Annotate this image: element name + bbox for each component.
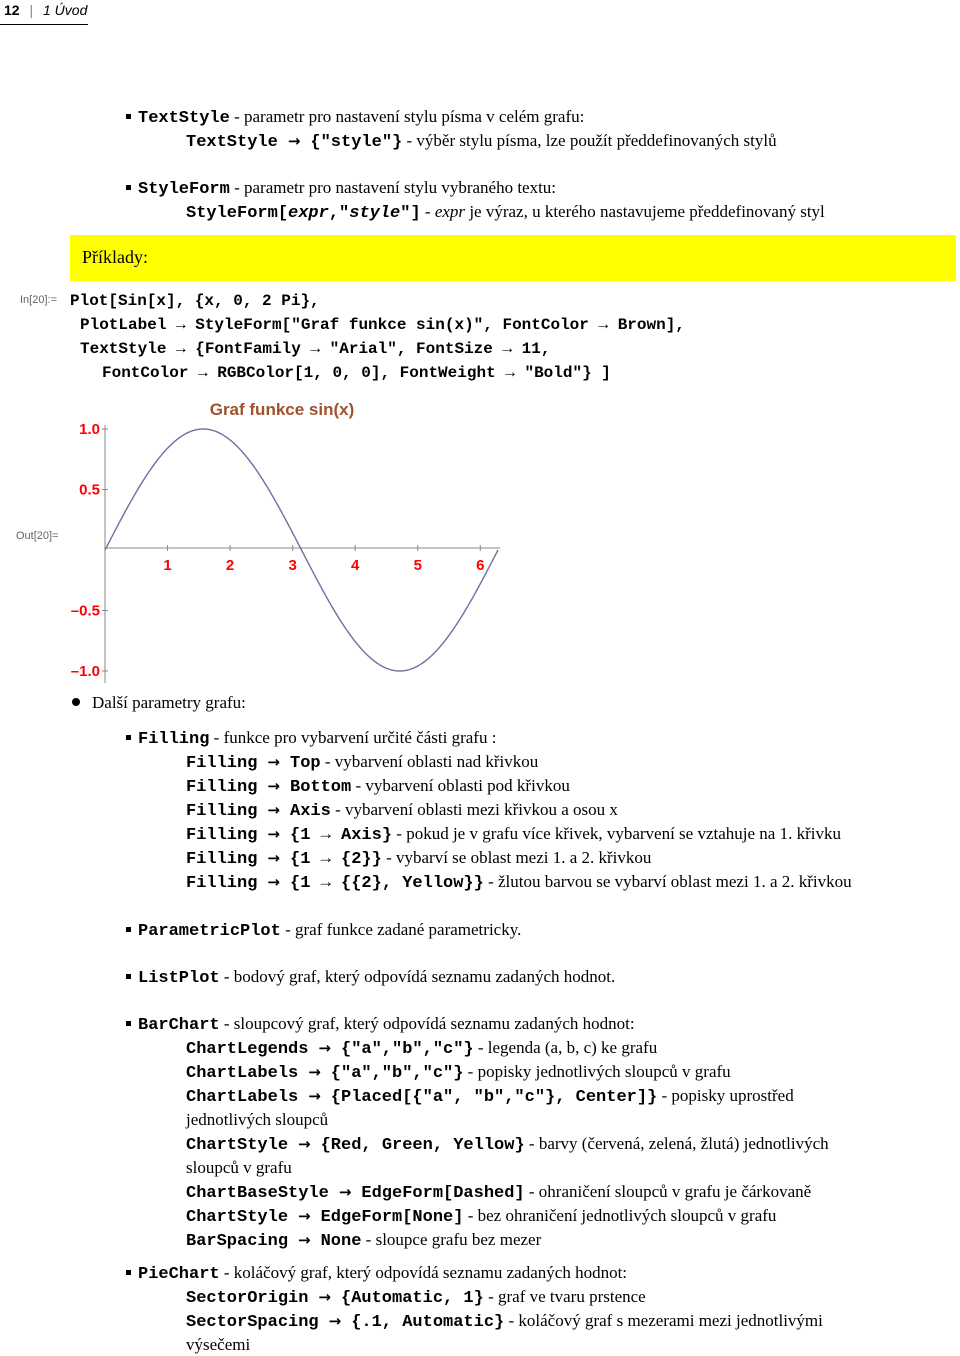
bullet-square <box>126 185 131 190</box>
arrow-icon: → <box>318 1039 331 1057</box>
bullet-square <box>126 974 131 979</box>
x-tick-label: 3 <box>288 557 297 574</box>
param-line <box>186 800 618 821</box>
param-value: EdgeForm[Dashed] <box>361 1184 525 1203</box>
item-styleform: StyleForm - parametr pro nastavení stylu vybraného textu: <box>126 178 556 199</box>
param-desc: - bez ohraničení jednotlivých sloupců v grafu <box>463 1206 777 1225</box>
param-desc: - ohraničení sloupců v grafu je čárkovaně <box>524 1182 812 1201</box>
x-tick-label: 2 <box>225 557 235 574</box>
arrow-icon: → <box>267 753 280 771</box>
param-desc: - vybarvení oblasti nad křivkou <box>320 752 539 771</box>
x-tick-label: 6 <box>476 557 485 574</box>
input-line-3[interactable]: TextStyle → {FontFamily → "Arial", FontSize → 11, <box>80 340 551 358</box>
param-desc: jednotlivých sloupců <box>186 1110 329 1129</box>
sin-chart <box>60 395 500 695</box>
param-desc: - koláčový graf, který odpovídá seznamu zadaných hodnot: <box>219 1263 628 1282</box>
arrow-icon: → <box>298 1135 311 1153</box>
param-desc: - popisky uprostřed <box>657 1086 794 1105</box>
param-code: Filling <box>186 778 258 797</box>
param-desc: - funkce pro vybarvení určité části grafu : <box>209 728 497 747</box>
param-value: {1 → {2}} <box>290 850 382 869</box>
input-line-4[interactable]: FontColor → RGBColor[1, 0, 0], FontWeight → "Bold"} ] <box>102 364 611 382</box>
param-code: ChartStyle <box>186 1208 289 1227</box>
param-line <box>186 1230 541 1251</box>
examples-banner <box>70 235 956 281</box>
page-header: 12 | 1 Úvod <box>4 2 88 18</box>
input-prompt: In[20]:= <box>20 294 58 306</box>
arrow-icon: → <box>328 1312 342 1330</box>
param-code: Filling <box>186 754 258 773</box>
item-textstyle: TextStyle - parametr pro nastavení stylu písma v celém grafu: <box>126 107 584 128</box>
param-desc: - koláčový graf s mezerami mezi jednotlivými <box>504 1311 823 1330</box>
param-code: PieChart <box>138 1265 220 1284</box>
bullet-square <box>126 735 131 740</box>
param-value: Axis <box>290 802 331 821</box>
arrow-icon: → <box>267 873 280 891</box>
param-desc: výsečemi <box>186 1335 251 1354</box>
param-desc: - bodový graf, který odpovídá seznamu zadaných hodnot. <box>219 967 616 986</box>
param-value: {"a","b","c"} <box>341 1040 474 1059</box>
param-line <box>186 872 852 893</box>
arrow-icon: → <box>267 849 280 867</box>
item-styleform-sub: StyleForm[expr,"style"] - expr je výraz, u kterého nastavujeme předdefinovaný styl <box>186 202 825 223</box>
param-line <box>126 1263 627 1284</box>
param-desc: sloupců v grafu <box>186 1158 292 1177</box>
arrow-icon: → <box>308 1063 321 1081</box>
param-value: {Placed[{"a", "b","c"}, Center]} <box>330 1088 658 1107</box>
param-line <box>186 1086 794 1107</box>
param-value: Bottom <box>290 778 352 797</box>
param-line <box>186 1182 811 1203</box>
more-params-item: Další parametry grafu: <box>72 693 246 713</box>
param-value: {.1, Automatic} <box>351 1313 505 1332</box>
input-line-2[interactable]: PlotLabel → StyleForm["Graf funkce sin(x)", FontColor → Brown], <box>80 316 685 334</box>
param-desc: - sloupcový graf, který odpovídá seznamu zadaných hodnot: <box>219 1014 635 1033</box>
arrow-icon: → <box>298 1207 311 1225</box>
output-prompt: Out[20]= <box>16 530 59 542</box>
param-line <box>186 1311 823 1332</box>
arrow-icon: → <box>338 1183 352 1201</box>
param-desc: - barvy (červená, zelená, žlutá) jednotlivých <box>524 1134 829 1153</box>
param-desc: - graf ve tvaru prstence <box>483 1287 646 1306</box>
chart-title: Graf funkce sin(x) <box>209 400 355 419</box>
param-desc: - vybarvení oblasti pod křivkou <box>351 776 570 795</box>
y-tick-label: 1.0 <box>79 421 100 438</box>
arrow-icon: → <box>267 801 280 819</box>
x-ticks <box>163 545 484 574</box>
y-tick-label: –0.5 <box>70 602 100 620</box>
header-rule <box>0 24 88 25</box>
arrow-icon: → <box>308 1087 321 1105</box>
param-code: Filling <box>186 826 258 845</box>
y-tick-label: –1.0 <box>70 663 100 680</box>
param-line <box>186 1062 731 1083</box>
param-desc: - vybarvení oblasti mezi křivkou a osou x <box>330 800 618 819</box>
bullet-dot <box>72 698 80 706</box>
bullet-square <box>126 927 131 932</box>
param-code: BarSpacing <box>186 1232 289 1251</box>
param-value: {1 → {{2}, Yellow}} <box>290 874 484 893</box>
y-tick-label: 0.5 <box>79 481 100 499</box>
param-value: None <box>320 1232 362 1251</box>
param-line <box>186 848 651 869</box>
param-desc: - graf funkce zadané parametricky. <box>280 920 522 939</box>
param-code: SectorOrigin <box>186 1289 309 1308</box>
arrow-icon: → <box>267 777 280 795</box>
param-value: Top <box>290 754 321 773</box>
x-tick-label: 4 <box>351 557 360 574</box>
param-desc: - sloupce grafu bez mezer <box>361 1230 542 1249</box>
param-line <box>126 728 496 749</box>
param-code: BarChart <box>138 1016 220 1035</box>
param-code: Filling <box>186 850 258 869</box>
param-line <box>186 752 538 773</box>
section-title: 1 Úvod <box>43 2 88 18</box>
arrow-icon: → <box>267 825 280 843</box>
param-value: {1 → Axis} <box>290 826 393 845</box>
param-value: {"a","b","c"} <box>330 1064 464 1083</box>
param-line <box>186 776 570 797</box>
input-line-1[interactable]: Plot[Sin[x], {x, 0, 2 Pi}, <box>70 292 320 310</box>
bullet-square <box>126 1021 131 1026</box>
param-code: ParametricPlot <box>138 922 281 941</box>
param-line <box>186 1038 657 1059</box>
bullet-square <box>126 1270 131 1275</box>
sin-series-line <box>105 429 498 671</box>
item-textstyle-sub: TextStyle → {"style"} - výběr stylu písma, lze použít předdefinovaných stylů <box>186 131 777 152</box>
param-code: Filling <box>138 730 210 749</box>
param-code: ChartStyle <box>186 1136 289 1155</box>
bullet-square <box>126 114 131 119</box>
arrow-icon: → <box>318 1288 331 1306</box>
param-value: {Red, Green, Yellow} <box>320 1136 525 1155</box>
param-desc: - vybarví se oblast mezi 1. a 2. křivkou <box>381 848 652 867</box>
param-code: ListPlot <box>138 969 220 988</box>
param-desc: - pokud je v grafu více křivek, vybarvení se vztahuje na 1. křivku <box>392 824 841 843</box>
param-line <box>186 1287 646 1308</box>
param-desc: - žlutou barvou se vybarví oblast mezi 1. a 2. křivkou <box>483 872 852 891</box>
param-desc: - popisky jednotlivých sloupců v grafu <box>463 1062 731 1081</box>
param-code: ChartLegends <box>186 1040 309 1059</box>
x-tick-label: 1 <box>163 557 172 574</box>
param-code: SectorSpacing <box>186 1313 319 1332</box>
param-line <box>186 824 841 845</box>
page-number: 12 <box>4 2 20 18</box>
param-code: Filling <box>186 802 258 821</box>
y-ticks <box>71 421 108 680</box>
param-line <box>186 1158 292 1178</box>
param-line <box>186 1206 776 1227</box>
x-tick-label: 5 <box>413 557 422 574</box>
param-code: ChartBaseStyle <box>186 1184 329 1203</box>
param-desc: - legenda (a, b, c) ke grafu <box>473 1038 658 1057</box>
param-line <box>126 967 615 988</box>
param-line <box>126 1014 635 1035</box>
param-value: {Automatic, 1} <box>341 1289 484 1308</box>
param-code: Filling <box>186 874 258 893</box>
examples-label: Příklady: <box>82 247 148 267</box>
param-value: EdgeForm[None] <box>320 1208 464 1227</box>
param-line <box>186 1110 328 1130</box>
param-line <box>186 1335 250 1355</box>
param-line <box>186 1134 829 1155</box>
param-line <box>126 920 521 941</box>
param-code: ChartLabels <box>186 1088 299 1107</box>
arrow-icon: → <box>298 1231 311 1249</box>
param-code: ChartLabels <box>186 1064 299 1083</box>
